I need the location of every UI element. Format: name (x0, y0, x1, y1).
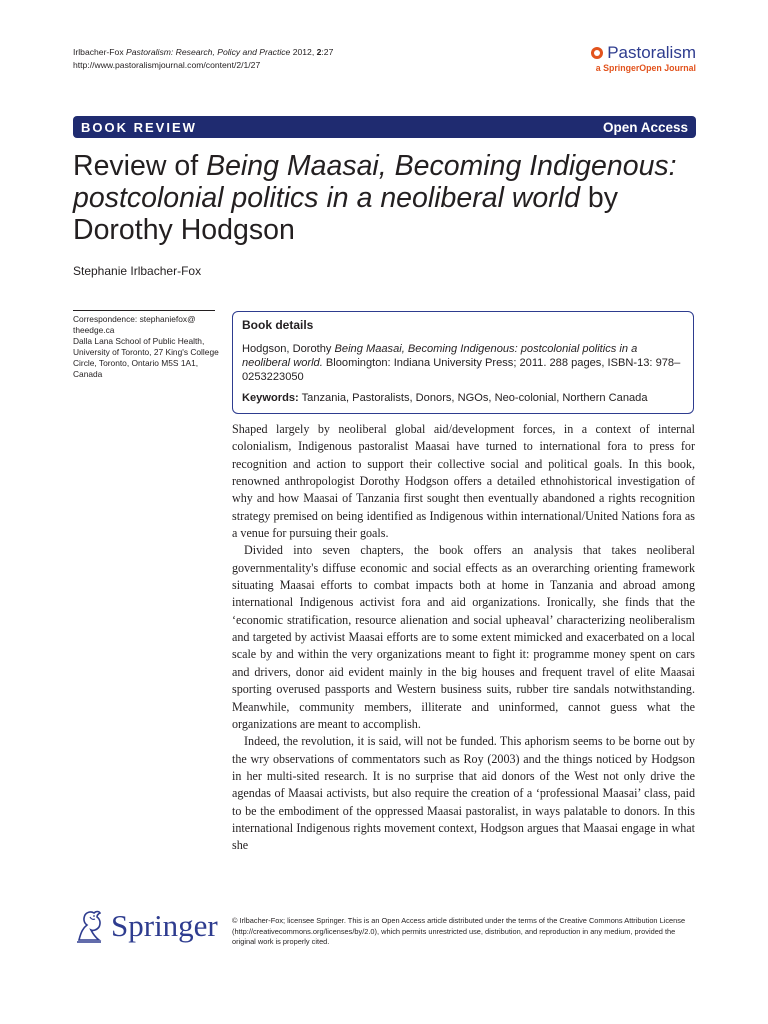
book-details-publication: Bloomington: Indiana University Press; 2011. 288 pages, ISBN-13: 978–0253223050 (242, 357, 681, 383)
title-suffix: by Dorothy Hodgson (73, 182, 618, 246)
citation-volume: 2 (316, 47, 322, 57)
springer-horse-icon (73, 908, 105, 944)
citation-header (73, 46, 333, 72)
correspondence-divider (73, 310, 215, 311)
article-author: Stephanie Irlbacher-Fox (73, 264, 202, 278)
body-paragraph-1: Shaped largely by neoliberal global aid/development forces, in a context of internal colonialism, Indigenous pastoralist Maasai have turned to international fora to press for recognition and action to support their collective social and political goals. In this book, renowned anthropologist Dorothy Hodgson offers a detailed ethnohistorical investigation of why and how Maasai of Tanzania first sought then eventually abandoned a rights recognition strategy premised on being identified as Indigenous within international/United Nations fora as a venue for pursuing their goals. (232, 422, 695, 541)
title-prefix: Review of (73, 150, 207, 182)
journal-logo (591, 44, 696, 73)
keywords-list: Tanzania, Pastoralists, Donors, NGOs, Neo-colonial, Northern Canada (298, 392, 648, 404)
section-banner (73, 116, 696, 138)
citation-year: 2012, (292, 47, 315, 57)
journal-logo-name: Pastoralism (607, 43, 696, 62)
book-details-citation (242, 342, 684, 384)
book-details-keywords (242, 391, 684, 405)
keywords-label: Keywords: (242, 392, 299, 404)
citation-article: :27 (321, 47, 334, 57)
article-body (232, 421, 695, 855)
license-notice: © Irlbacher-Fox; licensee Springer. This is an Open Access article distributed under the terms of the Creative Commons Attribution License (http://creativecommons.org/licenses/by/2.0), which permits unrestricted use, distribution, and reproduction in any medium, provided the original work is properly cited. (232, 916, 686, 946)
springer-wordmark: Springer (111, 908, 218, 943)
citation-author: Irlbacher-Fox (73, 47, 124, 57)
correspondence (73, 314, 221, 380)
book-details-heading: Book details (242, 318, 314, 332)
journal-logo-subtitle: a SpringerOpen Journal (595, 63, 696, 73)
body-paragraph-2: Divided into seven chapters, the book offers an analysis that takes neoliberal governmentality's diffuse economic and social effects as an overarching orienting framework situating Maasai efforts to combat impacts both at home in Tanzania and abroad among international Indigenous activist fora and aid organizations. Ironically, she finds that the ‘economic stratification, resource alienation and social upheaval’ characterizing neoliberalism and targeted by activist Maasai efforts are to some extent mimicked and exacerbated on a local scale by and within the very organizations meant to fight it: programme money spent on cars and drivers, donor aid evident mainly in the big houses and frequent travel of elite Maasai sporting overused passports and Western business suits, rubber tire sandals notwithstanding. Meanwhile, community members, illiterate and uninformed, cannot guess what the organizations are meant to accomplish. (232, 543, 695, 731)
correspondence-affiliation: Dalla Lana School of Public Health, University of Toronto, 27 King's College Circle, Toronto, Ontario M5S 1A1, Canada (73, 336, 219, 379)
book-details-title: Being Maasai, Becoming Indigenous: postcolonial politics in a neoliberal world. (242, 343, 638, 369)
book-details-author: Hodgson, Dorothy (242, 343, 335, 355)
body-paragraph-3: Indeed, the revolution, it is said, will not be funded. This aphorism seems to be borne out by the wry observations of commentators such as Roy (2003) and the things noticed by Hodgson in her multi-sited research. It is no surprise that aid donors of the West not only drive the agendas of Maasai activists, but also require the creation of a ‘professional Maasai’ class, paid to be the embodiment of the oppressed Maasai pastoralist, in ways palatable to donors. In this international Indigenous rights movement context, Hodgson argues that Maasai engage in what she (232, 734, 695, 853)
springer-logo (73, 908, 218, 944)
book-details-box (232, 311, 694, 414)
title-book-name: Being Maasai, Becoming Indigenous: postcolonial politics in a neoliberal world (73, 150, 677, 214)
correspondence-email-line2[interactable]: theedge.ca (73, 325, 115, 335)
pastoralism-logo-icon (591, 47, 603, 59)
correspondence-email-line1[interactable]: Correspondence: stephaniefox@ (73, 314, 196, 324)
section-label: BOOK REVIEW (81, 119, 197, 135)
citation-url[interactable]: http://www.pastoralismjournal.com/content/2/1/27 (73, 60, 261, 70)
citation-journal: Pastoralism: Research, Policy and Practice (126, 47, 291, 57)
open-access-label: Open Access (602, 119, 688, 135)
article-title (73, 150, 693, 246)
